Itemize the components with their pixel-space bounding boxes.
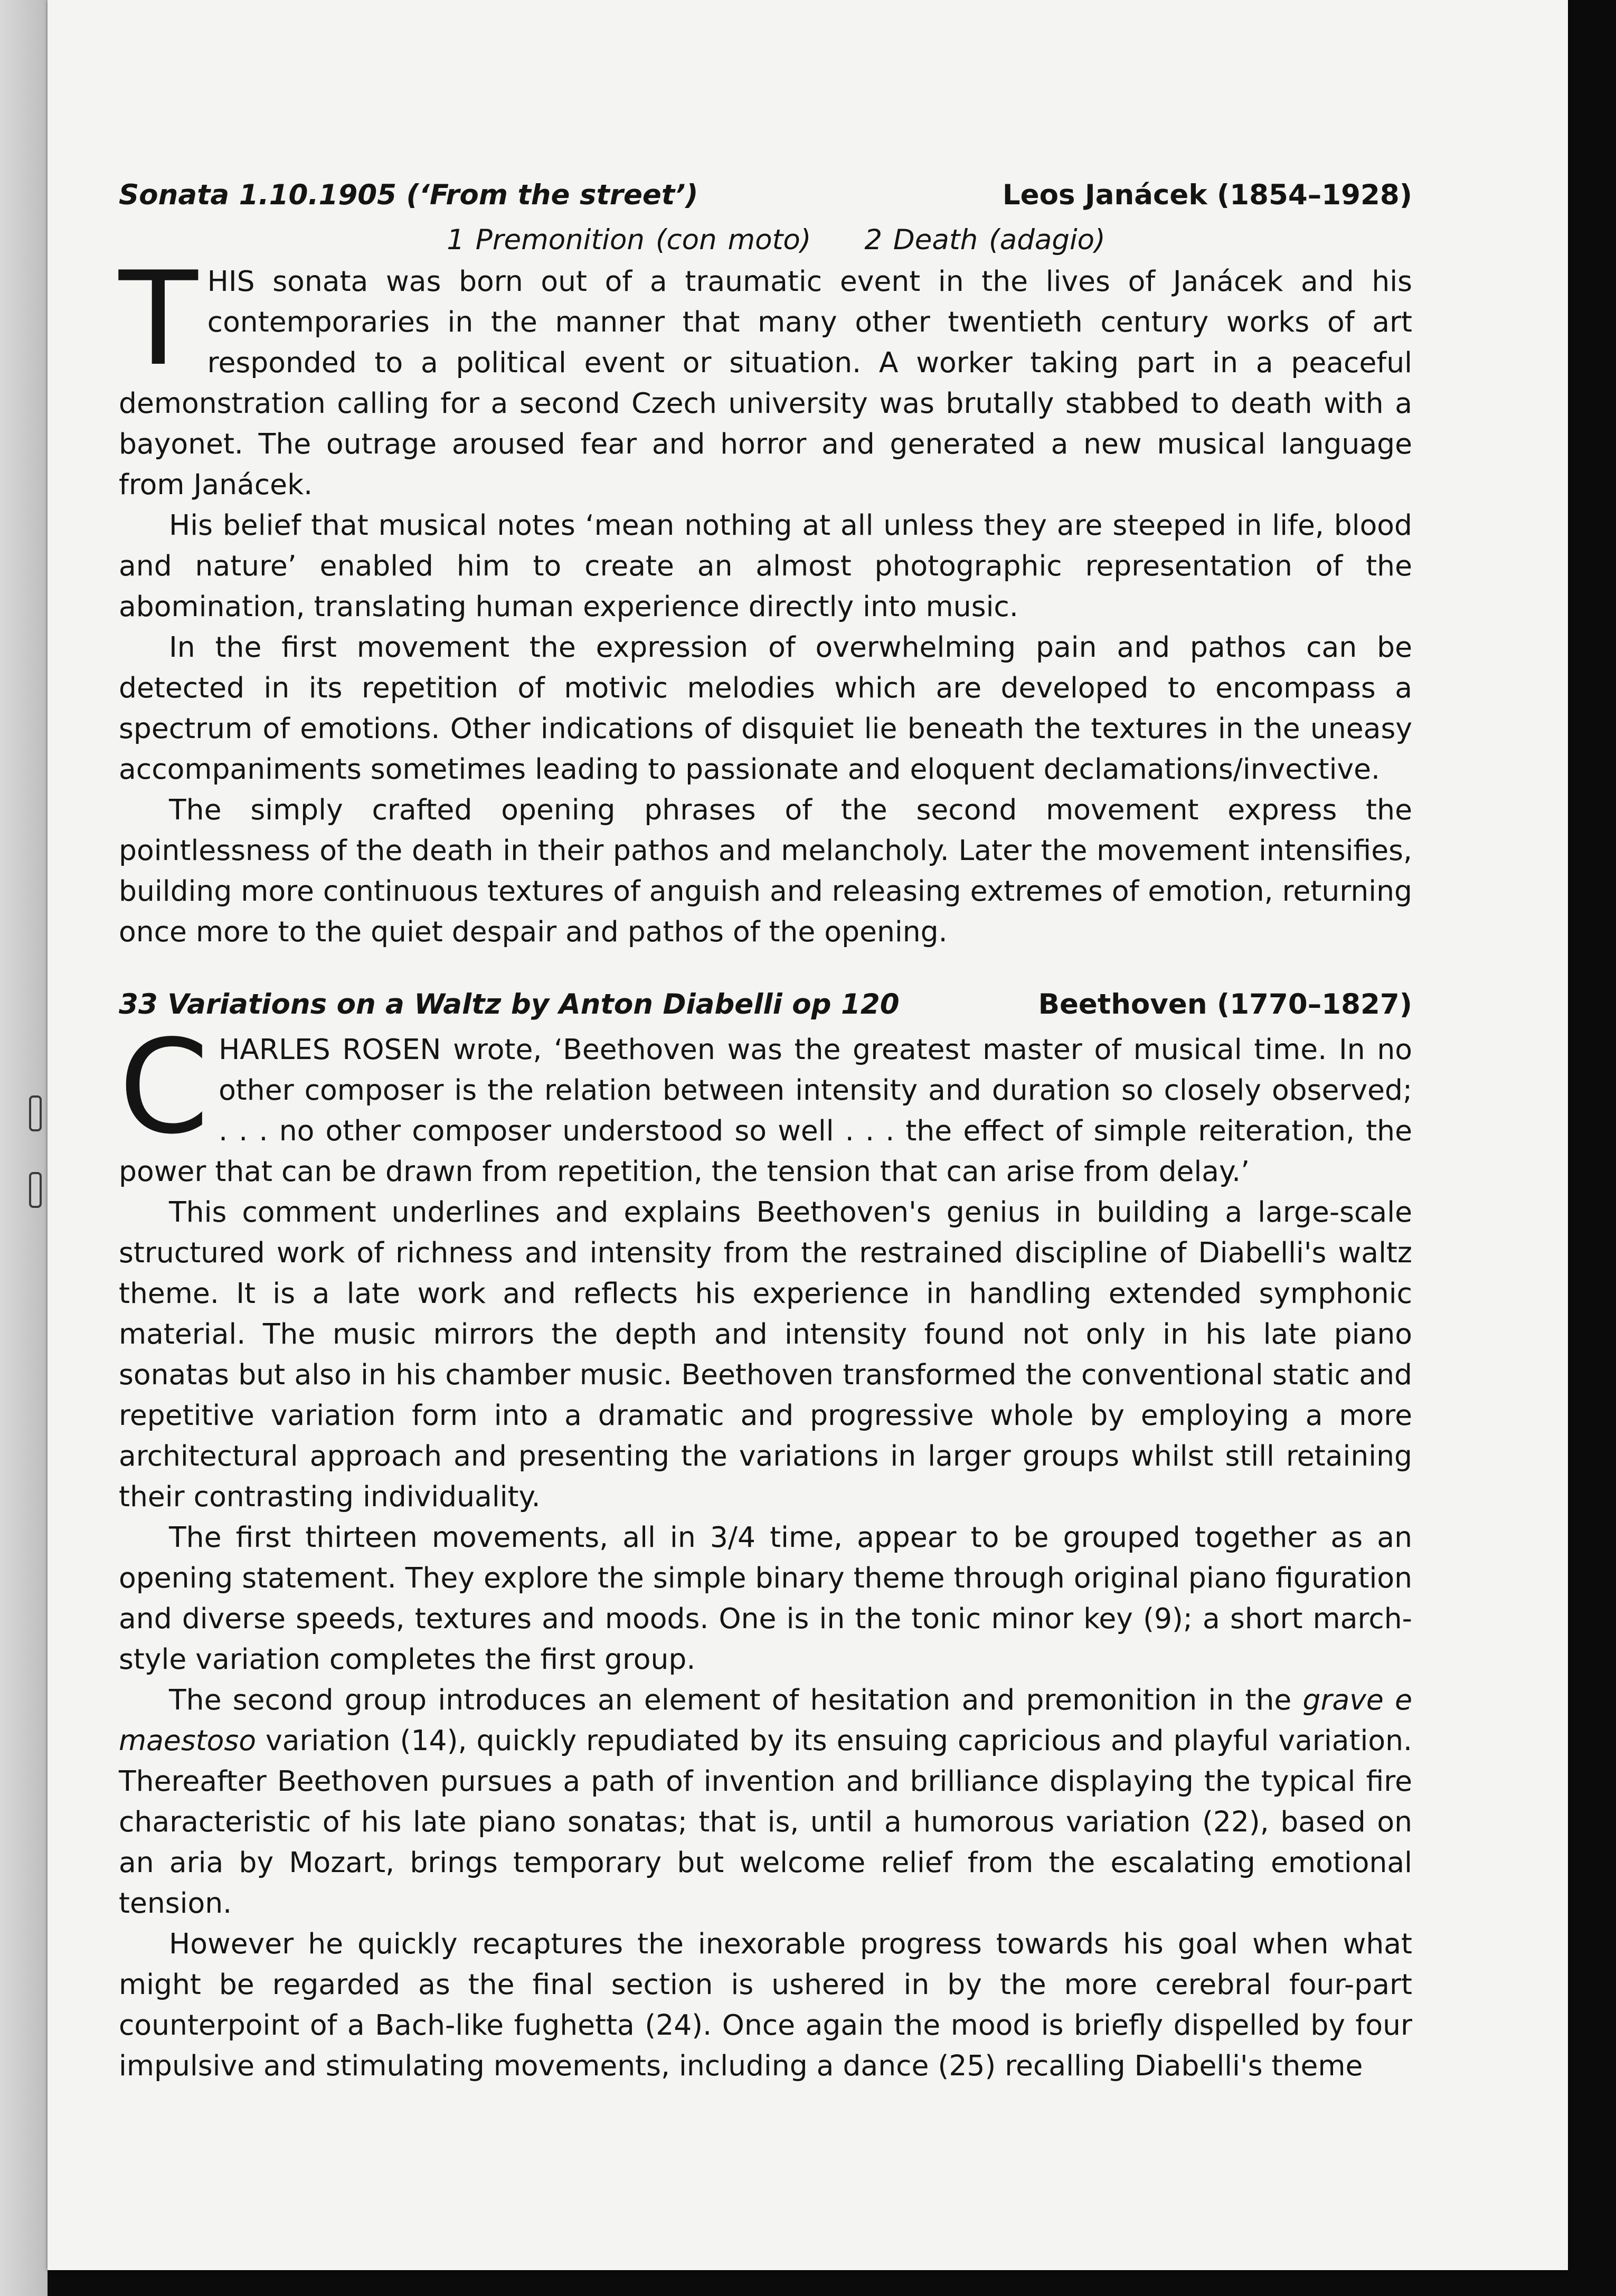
paragraph-text: HARLES ROSEN wrote, ‘Beethoven was the greatest master of musical time. In no other composer is the relation between intensity and duration so closely observed; . . . no other composer understood so well . . . the effect of simple reiteration, the power that can be drawn from repetition, the tension that can arise from delay.’: [119, 1033, 1412, 1188]
paragraph: [119, 1012, 1412, 1192]
paragraph: The first thirteen movements, all in 3/4 time, appear to be grouped together as an opening statement. They explore the simple binary theme through original piano figuration and diverse speeds, textures and moods. One is in the tonic minor key (9); a short march-style variation completes the first group.: [119, 1520, 1412, 1676]
section-title: 33 Variations on a Waltz by Anton Diabelli op 120: [119, 988, 900, 1021]
section-header: [119, 174, 1412, 216]
composer-heading: Beethoven (1770–1827): [1038, 988, 1412, 1021]
binding-hole-lower: [29, 1172, 42, 1208]
section-header: [119, 984, 1412, 1026]
document-page: [48, 0, 1568, 2270]
paragraph: In the first movement the expression of overwhelming pain and pathos can be detected in its repetition of motivic melodies which are developed to encompass a spectrum of emotions. Other indications of disquiet lie beneath the textures in the uneasy accompaniments sometimes leading to passionate and eloquent declamations/invective.: [119, 630, 1412, 786]
movement-item: 1 Premonition (con moto): [447, 224, 811, 256]
section-janacek: [119, 174, 1412, 952]
paragraph-text: variation (14), quickly repudiated by its ensuing capricious and playful variation. Thereafter Beethoven pursues a path of invention and brilliance displaying the typical fire characteristic of his late piano sonatas; that is, until a humorous variation (22), based on an aria by Mozart, brings temporary but welcome relief from the escalating emotional tension.: [119, 1724, 1412, 1920]
drop-cap: C: [119, 1012, 210, 1163]
section-beethoven: [119, 984, 1412, 2086]
paragraph-text: The second group introduces an element of hesitation and premonition in the: [169, 1683, 1303, 1716]
adjacent-page-edge: [0, 0, 48, 2296]
paragraph: [119, 244, 1412, 505]
composer-heading: Leos Janácek (1854–1928): [1002, 179, 1412, 211]
paragraph: The simply crafted opening phrases of the second movement express the pointlessness of the death in their pathos and melancholy. Later the movement intensifies, building more continuous textures of anguish and releasing extremes of emotion, returning once more to the quiet despair and pathos of the opening.: [119, 793, 1412, 948]
paragraph: However he quickly recaptures the inexorable progress towards his goal when what might be regarded as the final section is ushered in by the more cerebral four-part counterpoint of a Bach-like fughetta (24). Once again the mood is briefly dispelled by four impulsive and stimulating movements, including a dance (25) recalling Diabelli's theme: [119, 1927, 1412, 2082]
paragraph-text: HIS sonata was born out of a traumatic event in the lives of Janácek and his contemporaries in the manner that many other twentieth century works of art responded to a political event or situation. A worker taking part in a peaceful demonstration calling for a second Czech university was brutally stabbed to death with a bayonet. The outrage aroused fear and horror and generated a new musical language from Janácek.: [119, 264, 1412, 501]
section-title: Sonata 1.10.1905 (‘From the street’): [119, 179, 698, 211]
italic-term: grave e maestoso: [119, 1683, 1412, 1757]
binding-hole-upper: [29, 1095, 42, 1131]
drop-cap: T: [119, 244, 198, 394]
paragraph: His belief that musical notes ‘mean nothing at all unless they are steeped in life, blood and nature’ enabled him to create an almost photographic representation of the abomination, translating human experience directly into music.: [119, 508, 1412, 623]
page-content: [119, 174, 1412, 2086]
paragraph: [119, 1679, 1412, 1923]
movement-item: 2 Death (adagio): [864, 224, 1105, 256]
paragraph: This comment underlines and explains Beethoven's genius in building a large-scale structured work of richness and intensity from the restrained discipline of Diabelli's waltz theme. It is a late work and reflects his experience in handling extended symphonic material. The music mirrors the depth and intensity found not only in his late piano sonatas but also in his chamber music. Beethoven transformed the conventional static and repetitive variation form into a dramatic and progressive whole by employing a more architectural approach and presenting the variations in larger groups whilst still retaining their contrasting individuality.: [119, 1195, 1412, 1513]
movement-list: [119, 220, 1412, 261]
